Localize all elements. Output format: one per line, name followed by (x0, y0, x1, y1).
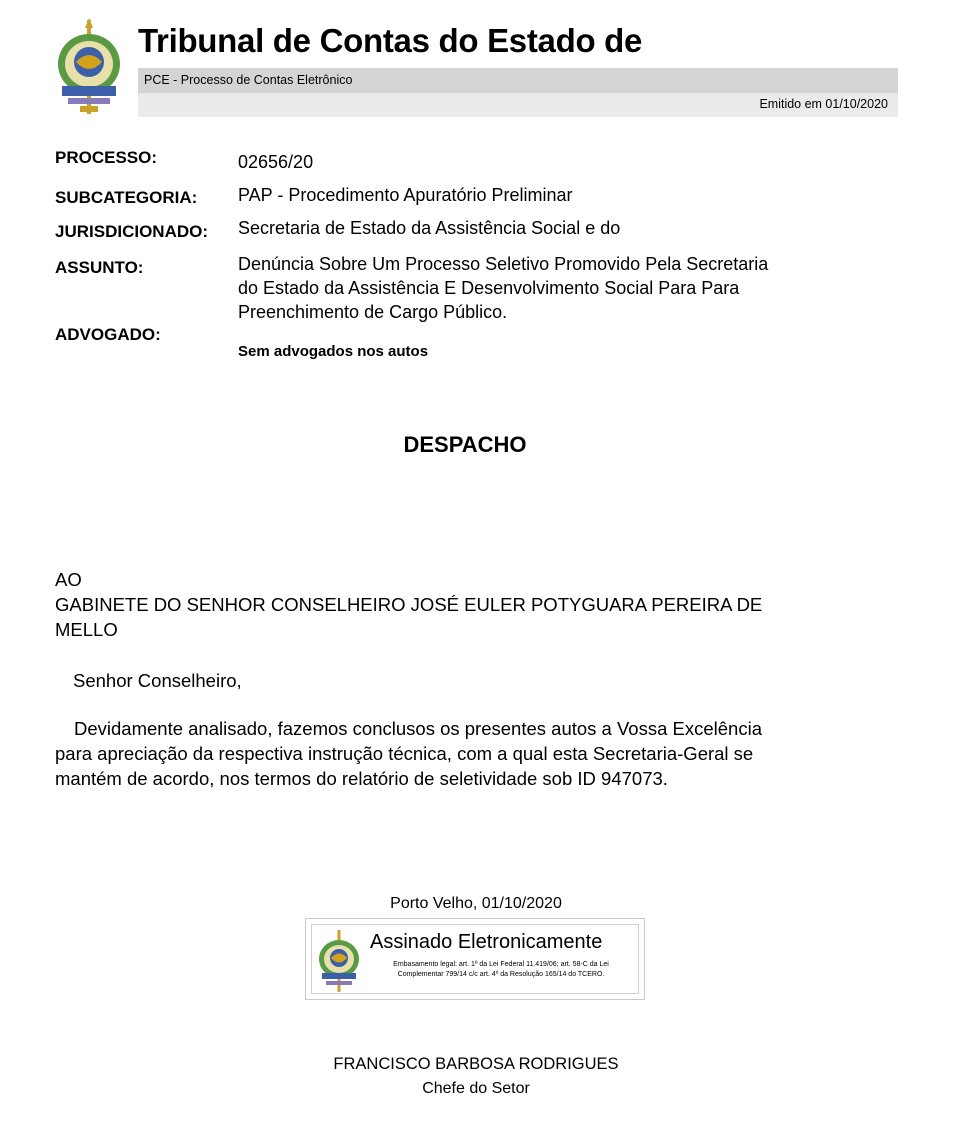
salutation: Senhor Conselheiro, (73, 670, 242, 691)
stamp-title: Assinado Eletronicamente (370, 931, 603, 953)
stamp-crest-icon (316, 929, 362, 993)
advogado-label: ADVOGADO: (55, 325, 161, 344)
electronic-signature-stamp (305, 918, 645, 1000)
assunto-line: Denúncia Sobre Um Processo Seletivo Promovido Pela Secretaria (238, 254, 769, 274)
page-title: Tribunal de Contas do Estado de (138, 22, 643, 59)
emission-date: Emitido em 01/10/2020 (759, 97, 888, 111)
assunto-label: ASSUNTO: (55, 258, 144, 277)
body-line: mantém de acordo, nos termos do relatório de seletividade sob ID 947073. (55, 768, 668, 789)
system-bar (138, 68, 898, 93)
signer-name: FRANCISCO BARBOSA RODRIGUES (333, 1055, 619, 1073)
jurisdicionado-value: Secretaria de Estado da Assistência Social e do (238, 218, 621, 238)
addressee-line: AO (55, 569, 82, 590)
subcategoria-label: SUBCATEGORIA: (55, 188, 198, 207)
subcategoria-value: PAP - Procedimento Apuratório Preliminar (238, 185, 573, 205)
place-date: Porto Velho, 01/10/2020 (390, 895, 562, 912)
assunto-line: Preenchimento de Cargo Público. (238, 302, 508, 322)
processo-value: 02656/20 (238, 152, 314, 172)
jurisdicionado-label: JURISDICIONADO: (55, 222, 209, 241)
stamp-legal-note (370, 960, 632, 980)
signer-role: Chefe do Setor (422, 1080, 530, 1097)
assunto-line: do Estado da Assistência E Desenvolvimento Social Para Para (238, 278, 740, 298)
tribunal-crest-icon (54, 18, 124, 118)
document-heading: DESPACHO (403, 432, 527, 457)
body-line: para apreciação da respectiva instrução técnica, com a qual esta Secretaria-Geral se (55, 743, 754, 764)
stamp-note-line: Complementar 799/14 c/c art. 4º da Resolução 165/14 do TCERO. (397, 971, 605, 978)
addressee-line: GABINETE DO SENHOR CONSELHEIRO JOSÉ EULER POTYGUARA PEREIRA DE (55, 594, 763, 615)
stamp-note-line: Embasamento legal: art. 1º da Lei Federal 11.419/06; art. 58-C da Lei (393, 961, 609, 968)
advogado-value: Sem advogados nos autos (238, 343, 429, 360)
body-line: Devidamente analisado, fazemos conclusos os presentes autos a Vossa Excelência (74, 718, 762, 739)
emission-bar (138, 93, 898, 117)
addressee-line: MELLO (55, 619, 118, 640)
system-name: PCE - Processo de Contas Eletrônico (144, 73, 353, 87)
processo-label: PROCESSO: (55, 148, 158, 167)
